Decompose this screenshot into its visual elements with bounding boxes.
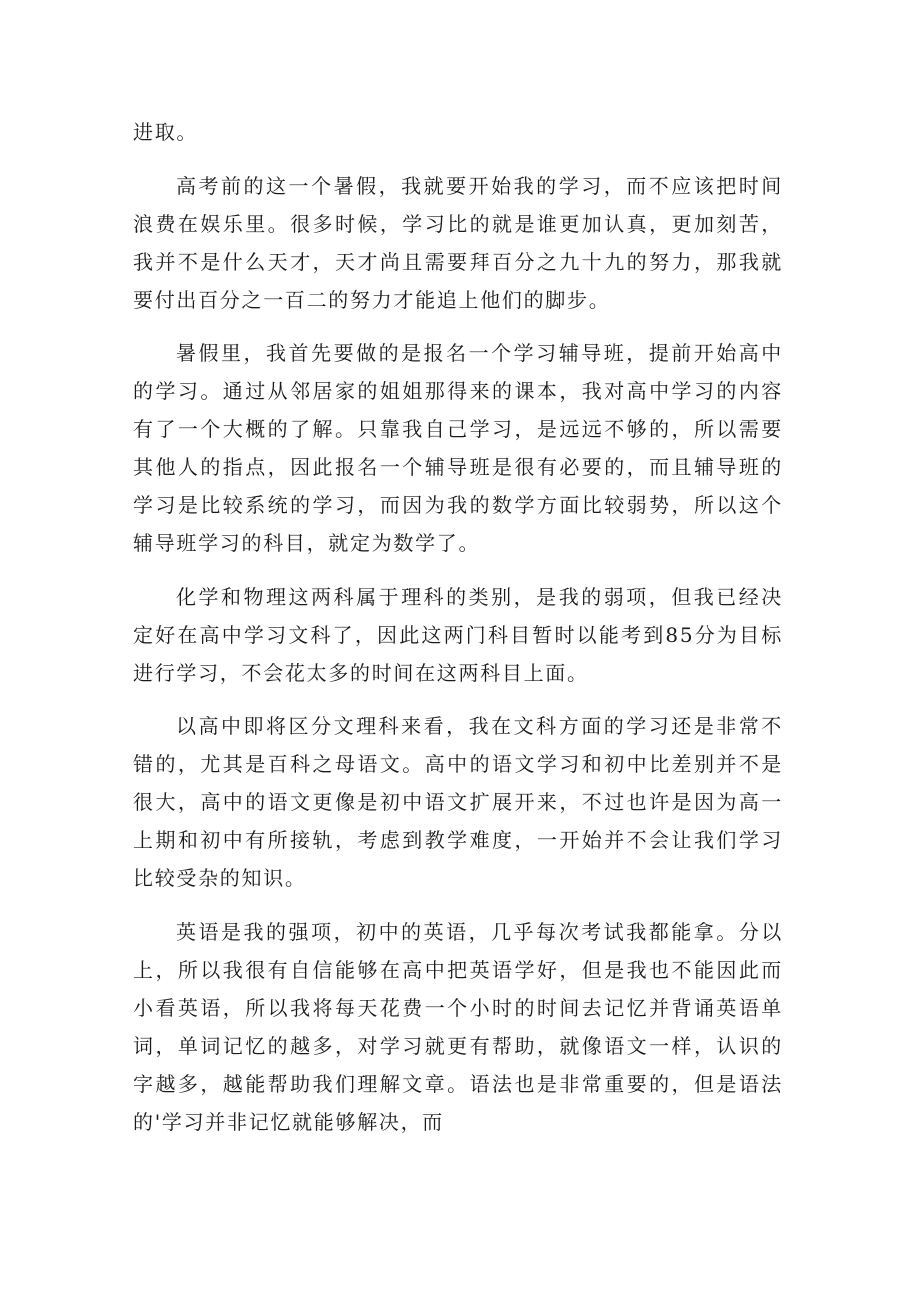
paragraph-chemistry-physics: 化学和物理这两科属于理科的类别，是我的弱项，但我已经决定好在高中学习文科了，因此这两门科目暂时以能考到85分为目标进行学习，不会花太多的时间在这两科目上面。 — [133, 584, 783, 685]
paragraph-english-study: 英语是我的强项，初中的英语，几乎每次考试我都能拿。分以上，所以我很有自信能够在高中把英语学好，但是我也不能因此而小看英语，所以我将每天花费一个小时的时间去记忆并背诵英语单词，单词记忆的越多，对学习就更有帮助，就像语文一样，认识的字越多，越能帮助我们理解文章。语法也是非常重要的，但是语法的'学习并非记忆就能够解决，而 — [133, 919, 783, 1134]
paragraph-tutoring-class: 暑假里，我首先要做的是报名一个学习辅导班，提前开始高中的学习。通过从邻居家的姐姐那得来的课本，我对高中学习的内容有了一个大概的了解。只靠我自己学习，是远远不够的，所以需要其他人的指点，因此报名一个辅导班是很有必要的，而且辅导班的学习是比较系统的学习，而因为我的数学方面比较弱势，所以这个辅导班学习的科目，就定为数学了。 — [133, 341, 783, 555]
paragraph-chinese-language: 以高中即将区分文理科来看，我在文科方面的学习还是非常不错的，尤其是百科之母语文。高中的语文学习和初中比差别并不是很大，高中的语文更像是初中语文扩展开来，不过也许是因为高一上期和初中有所接轨，考虑到教学难度，一开始并不会让我们学习比较受杂的知识。 — [133, 714, 783, 890]
document-body — [133, 113, 783, 1156]
paragraph-continuation: 进取。 — [133, 120, 199, 144]
paragraph-summer-study-plan: 高考前的这一个暑假，我就要开始我的学习，而不应该把时间浪费在娱乐里。很多时候，学习比的就是谁更加认真，更加刻苦，我并不是什么天才，天才尚且需要拜百分之九十九的努力，那我就要付出百分之一百二的努力才能追上他们的脚步。 — [133, 173, 783, 312]
